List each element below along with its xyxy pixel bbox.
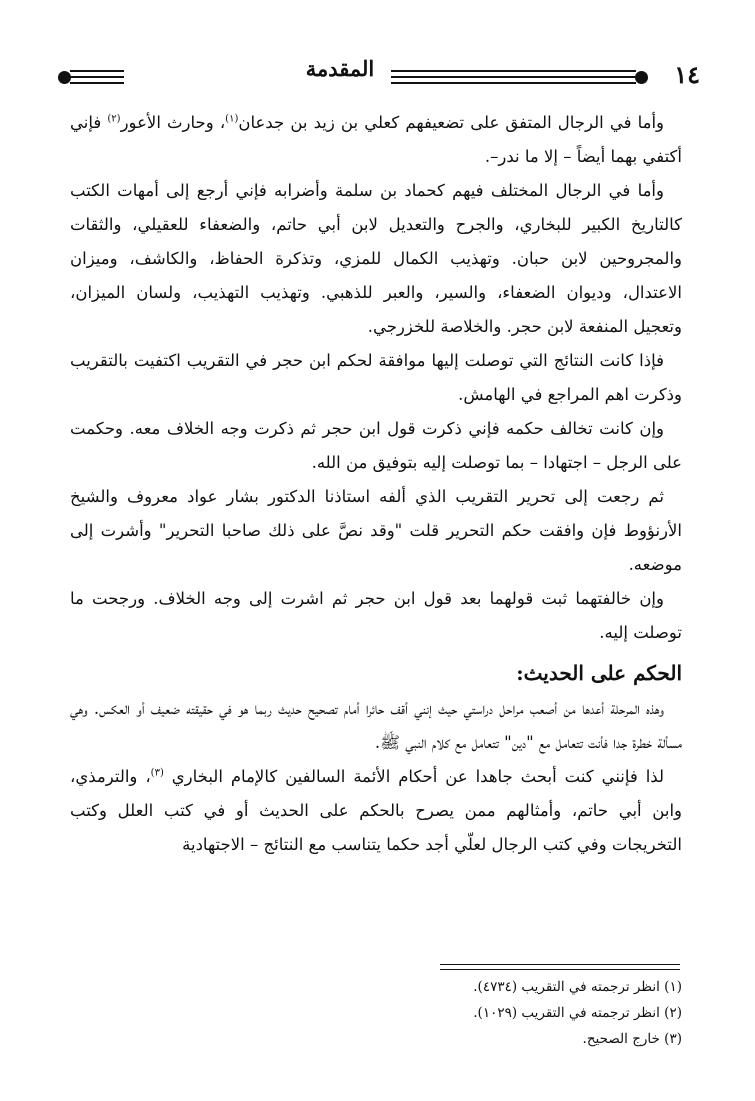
footnote-ref[interactable]: (١) (225, 113, 239, 125)
paragraph: ثم رجعت إلى تحرير التقريب الذي ألفه استاذنا الدكتور بشار عواد معروف والشيخ الأرنؤوط فإن وافقت حكم التحرير قلت "وقد نصَّ على ذلك صاحبا التحرير" وأشرت إلى موضعه. (70, 487, 682, 574)
section-heading: الحكم على الحديث: (516, 661, 682, 685)
paragraph: فإذا كانت النتائج التي توصلت إليها موافقة لحكم ابن حجر في التقريب اكتفيت بالتقريب وذكرت اهم المراجع في الهامش. (70, 351, 682, 404)
page-header (58, 56, 700, 100)
footnotes (70, 974, 682, 1052)
chapter-title: المقدمة (305, 56, 375, 81)
footnote: (٢) انظر ترجمته في التقريب (١٠٢٩). (473, 1005, 682, 1021)
footnote-ref[interactable]: (٢) (107, 113, 121, 125)
paragraph: لذا فإنني كنت أبحث جاهدا عن أحكام الأئمة السالفين كالإمام البخاري $^{(٣)}$، والترمذي، وابن أبي حاتم، وأمثالهم ممن يصرح بالحكم على الحديث أو في كتب العلل وكتب التخريجات وفي كتب الرجال لعلّي أجد حكما يتناسب مع النتائج – الاجتهادية (70, 767, 682, 854)
header-rule-left-2 (70, 76, 124, 78)
footnote-ref[interactable]: (٣) (150, 767, 164, 779)
paragraph: وإن كانت تخالف حكمه فإني ذكرت قول ابن حجر ثم ذكرت وجه الخلاف معه. وحكمت على الرجل – اجتهادا – بما توصلت إليه بتوفيق من الله. (70, 419, 682, 472)
footnote: (١) انظر ترجمته في التقريب (٤٧٣٤). (473, 979, 682, 995)
header-rule-right-2 (391, 76, 636, 78)
page-number: ١٤ (674, 60, 700, 89)
footnote-separator-2 (440, 969, 680, 970)
footnote-separator (440, 964, 680, 965)
paragraph: وإن خالفتهما ثبت قولهما بعد قول ابن حجر ثم اشرت إلى وجه الخلاف. ورجحت ما توصلت إليه. (70, 589, 682, 642)
footnote: (٣) خارج الصحيح. (582, 1031, 682, 1047)
header-rule-left (70, 70, 124, 72)
paragraph: وأما في الرجال المتفق على تضعيفهم كعلي بن زيد بن جدعان$^{(١)}$، وحارث الأعور$^{(٢)}$ فإني أكتفي بهما أيضاً – إلا ما ندر–. (70, 113, 682, 166)
ornament-dot-left (58, 71, 71, 84)
header-rule-right-3 (391, 82, 636, 84)
main-text (70, 106, 682, 862)
header-rule-right (391, 70, 636, 72)
ornament-dot-right (635, 71, 648, 84)
paragraph: وأما في الرجال المختلف فيهم كحماد بن سلمة وأضرابه فإني أرجع إلى أمهات الكتب كالتاريخ الكبير للبخاري، والجرح والتعديل لابن أبي حاتم، والضعفاء للعقيلي، والثقات والمجروحين لابن حبان. وتهذيب الكمال للمزي، وتذكرة الحفاظ، والكاشف، وميزان الاعتدال، وديوان الضعفاء، والسير، والعبر للذهبي. وتهذيب التهذيب، ولسان الميزان، وتعجيل المنفعة لابن حجر. والخلاصة للخزرجي. (70, 181, 682, 336)
header-rule-left-3 (70, 82, 124, 84)
paragraph: وهذه المرحلة أعدها من أصعب مراحل دراستي حيث إنني أقف حائرا أمام تصحيح حديث ربما هو في حقيقته ضعيف أو العكس. وهي مسألة خطرة جدا فأنت تتعامل مع "دين" تتعامل مع كلام النبي ﷺ. (70, 699, 682, 752)
